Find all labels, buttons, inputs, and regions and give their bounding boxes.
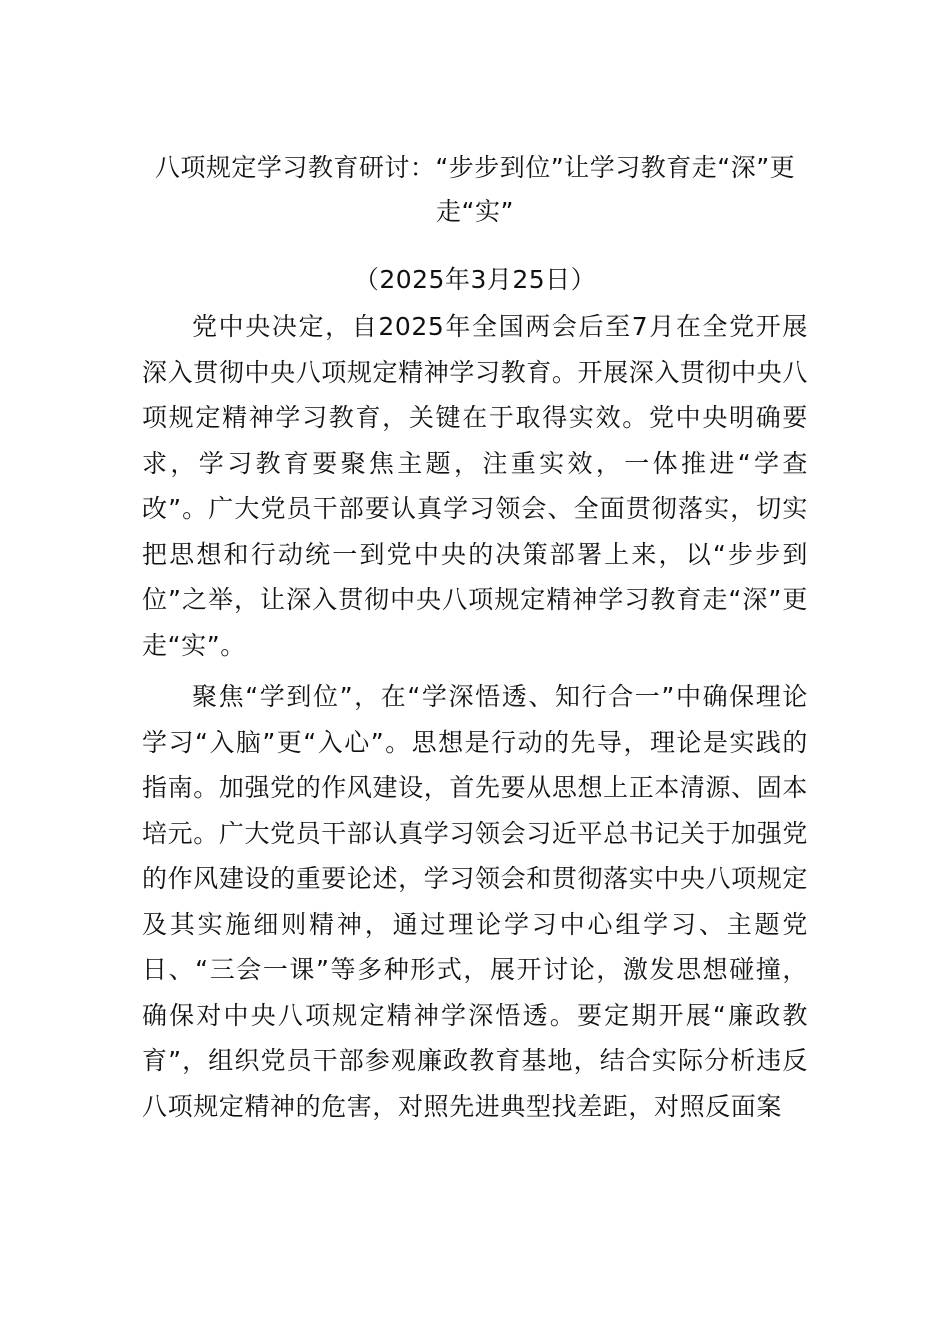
document-date: （2025年3月25日） bbox=[353, 265, 597, 294]
paragraph-2: 聚焦“学到位”，在“学深悟透、知行合一”中确保理论学习“入脑”更“入心”。思想是行动的先导，理论是实践的指南。加强党的作风建设，首先要从思想上正本清源、固本培元。广大党员干部认真学习领会习近平总书记关于加强党的作风建设的重要论述，学习领会和贯彻落实中央八项规定及其实施细则精神，通过理论学习中心组学习、主题党日、“三会一课”等多种形式，展开讨论，激发思想碰撞，确保对中央八项规定精神学深悟透。要定期开展“廉政教育”，组织党员干部参观廉政教育基地，结合实际分析违反八项规定精神的危害，对照先进典型找差距，对照反面案 bbox=[142, 682, 808, 1121]
document-body bbox=[142, 304, 808, 1131]
document-title: 八项规定学习教育研讨：“步步到位”让学习教育走“深”更走“实” bbox=[154, 153, 796, 226]
paragraph-1: 党中央决定，自2025年全国两会后至7月在全党开展深入贯彻中央八项规定精神学习教育。开展深入贯彻中央八项规定精神学习教育，关键在于取得实效。党中央明确要求，学习教育要聚焦主题，注重实效，一体推进“学查改”。广大党员干部要认真学习领会、全面贯彻落实，切实把思想和行动统一到党中央的决策部署上来，以“步步到位”之举，让深入贯彻中央八项规定精神学习教育走“深”更走“实”。 bbox=[142, 312, 808, 660]
